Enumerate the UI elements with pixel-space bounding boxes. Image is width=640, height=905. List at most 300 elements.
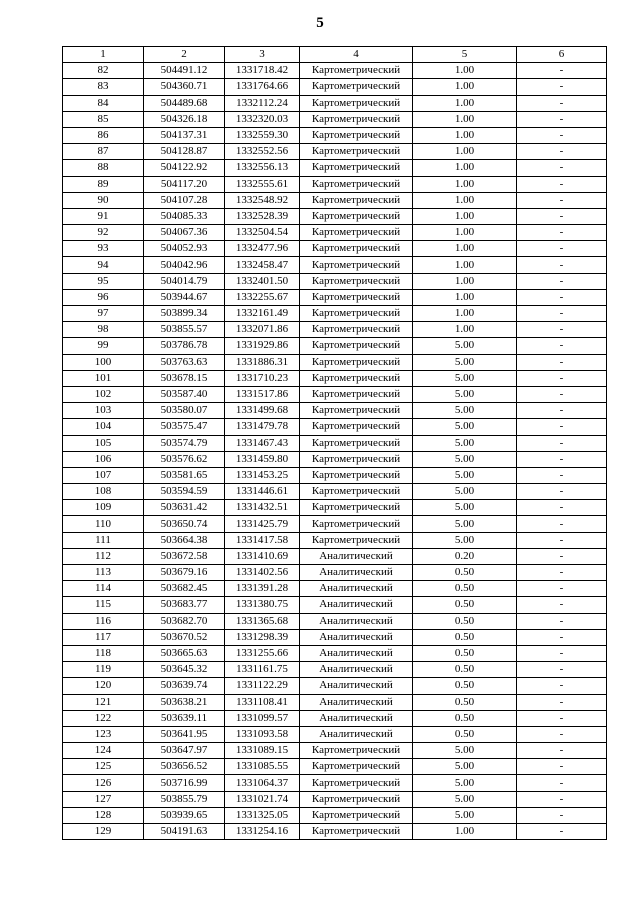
note-cell: - <box>517 726 607 742</box>
x-coordinate-cell: 504489.68 <box>144 95 225 111</box>
table-row <box>63 678 607 694</box>
x-coordinate-cell: 503639.11 <box>144 710 225 726</box>
x-coordinate-cell: 503786.78 <box>144 338 225 354</box>
x-coordinate-cell: 503641.95 <box>144 726 225 742</box>
table-row <box>63 467 607 483</box>
y-coordinate-cell: 1331886.31 <box>225 354 300 370</box>
y-coordinate-cell: 1331085.55 <box>225 759 300 775</box>
method-cell: Картометрический <box>300 451 413 467</box>
method-cell: Картометрический <box>300 192 413 208</box>
x-coordinate-cell: 503664.38 <box>144 532 225 548</box>
table-row <box>63 500 607 516</box>
table-row <box>63 111 607 127</box>
column-header-2: 2 <box>144 47 225 63</box>
table-row <box>63 807 607 823</box>
method-cell: Картометрический <box>300 370 413 386</box>
accuracy-cell: 5.00 <box>413 419 517 435</box>
table-row <box>63 289 607 305</box>
table-row <box>63 516 607 532</box>
y-coordinate-cell: 1332071.86 <box>225 322 300 338</box>
method-cell: Картометрический <box>300 807 413 823</box>
accuracy-cell: 1.00 <box>413 160 517 176</box>
point-number-cell: 84 <box>63 95 144 111</box>
x-coordinate-cell: 504085.33 <box>144 208 225 224</box>
table-row <box>63 257 607 273</box>
note-cell: - <box>517 484 607 500</box>
accuracy-cell: 5.00 <box>413 791 517 807</box>
table-row <box>63 338 607 354</box>
note-cell: - <box>517 160 607 176</box>
method-cell: Аналитический <box>300 694 413 710</box>
x-coordinate-cell: 504128.87 <box>144 144 225 160</box>
accuracy-cell: 5.00 <box>413 403 517 419</box>
column-header-4: 4 <box>300 47 413 63</box>
note-cell: - <box>517 338 607 354</box>
table-header <box>63 47 607 63</box>
table-row <box>63 192 607 208</box>
accuracy-cell: 0.50 <box>413 710 517 726</box>
point-number-cell: 98 <box>63 322 144 338</box>
x-coordinate-cell: 503587.40 <box>144 386 225 402</box>
y-coordinate-cell: 1332161.49 <box>225 306 300 322</box>
point-number-cell: 93 <box>63 241 144 257</box>
point-number-cell: 117 <box>63 629 144 645</box>
point-number-cell: 83 <box>63 79 144 95</box>
accuracy-cell: 5.00 <box>413 467 517 483</box>
method-cell: Картометрический <box>300 791 413 807</box>
accuracy-cell: 1.00 <box>413 95 517 111</box>
method-cell: Картометрический <box>300 338 413 354</box>
x-coordinate-cell: 503763.63 <box>144 354 225 370</box>
note-cell: - <box>517 403 607 419</box>
table-row <box>63 322 607 338</box>
method-cell: Картометрический <box>300 435 413 451</box>
y-coordinate-cell: 1331479.78 <box>225 419 300 435</box>
accuracy-cell: 5.00 <box>413 386 517 402</box>
accuracy-cell: 5.00 <box>413 370 517 386</box>
x-coordinate-cell: 503650.74 <box>144 516 225 532</box>
accuracy-cell: 5.00 <box>413 484 517 500</box>
note-cell: - <box>517 743 607 759</box>
y-coordinate-cell: 1331380.75 <box>225 597 300 613</box>
point-number-cell: 90 <box>63 192 144 208</box>
table-row <box>63 144 607 160</box>
x-coordinate-cell: 504052.93 <box>144 241 225 257</box>
y-coordinate-cell: 1332528.39 <box>225 208 300 224</box>
table-row <box>63 710 607 726</box>
accuracy-cell: 1.00 <box>413 208 517 224</box>
accuracy-cell: 1.00 <box>413 225 517 241</box>
point-number-cell: 111 <box>63 532 144 548</box>
method-cell: Картометрический <box>300 824 413 840</box>
table-row <box>63 95 607 111</box>
note-cell: - <box>517 435 607 451</box>
page-number: 5 <box>316 15 324 31</box>
x-coordinate-cell: 503679.16 <box>144 565 225 581</box>
accuracy-cell: 1.00 <box>413 192 517 208</box>
point-number-cell: 107 <box>63 467 144 483</box>
x-coordinate-cell: 504067.36 <box>144 225 225 241</box>
method-cell: Аналитический <box>300 645 413 661</box>
x-coordinate-cell: 503683.77 <box>144 597 225 613</box>
method-cell: Аналитический <box>300 726 413 742</box>
table-row <box>63 759 607 775</box>
point-number-cell: 125 <box>63 759 144 775</box>
y-coordinate-cell: 1332552.56 <box>225 144 300 160</box>
accuracy-cell: 0.50 <box>413 565 517 581</box>
method-cell: Картометрический <box>300 386 413 402</box>
note-cell: - <box>517 63 607 79</box>
note-cell: - <box>517 127 607 143</box>
accuracy-cell: 5.00 <box>413 807 517 823</box>
accuracy-cell: 5.00 <box>413 451 517 467</box>
point-number-cell: 127 <box>63 791 144 807</box>
x-coordinate-cell: 503855.57 <box>144 322 225 338</box>
y-coordinate-cell: 1331254.16 <box>225 824 300 840</box>
point-number-cell: 116 <box>63 613 144 629</box>
point-number-cell: 103 <box>63 403 144 419</box>
point-number-cell: 126 <box>63 775 144 791</box>
note-cell: - <box>517 678 607 694</box>
note-cell: - <box>517 467 607 483</box>
table-row <box>63 225 607 241</box>
y-coordinate-cell: 1331108.41 <box>225 694 300 710</box>
point-number-cell: 104 <box>63 419 144 435</box>
x-coordinate-cell: 503594.59 <box>144 484 225 500</box>
y-coordinate-cell: 1331718.42 <box>225 63 300 79</box>
x-coordinate-cell: 503944.67 <box>144 289 225 305</box>
point-number-cell: 89 <box>63 176 144 192</box>
note-cell: - <box>517 225 607 241</box>
accuracy-cell: 5.00 <box>413 354 517 370</box>
accuracy-cell: 0.50 <box>413 662 517 678</box>
point-number-cell: 120 <box>63 678 144 694</box>
accuracy-cell: 1.00 <box>413 322 517 338</box>
note-cell: - <box>517 532 607 548</box>
x-coordinate-cell: 503647.97 <box>144 743 225 759</box>
y-coordinate-cell: 1331417.58 <box>225 532 300 548</box>
y-coordinate-cell: 1331764.66 <box>225 79 300 95</box>
x-coordinate-cell: 503656.52 <box>144 759 225 775</box>
note-cell: - <box>517 79 607 95</box>
note-cell: - <box>517 144 607 160</box>
accuracy-cell: 5.00 <box>413 500 517 516</box>
method-cell: Картометрический <box>300 160 413 176</box>
method-cell: Картометрический <box>300 111 413 127</box>
x-coordinate-cell: 504107.28 <box>144 192 225 208</box>
point-number-cell: 106 <box>63 451 144 467</box>
note-cell: - <box>517 451 607 467</box>
x-coordinate-cell: 504014.79 <box>144 273 225 289</box>
method-cell: Картометрический <box>300 759 413 775</box>
table-row <box>63 127 607 143</box>
point-number-cell: 95 <box>63 273 144 289</box>
x-coordinate-cell: 503716.99 <box>144 775 225 791</box>
note-cell: - <box>517 306 607 322</box>
column-header-3: 3 <box>225 47 300 63</box>
accuracy-cell: 5.00 <box>413 759 517 775</box>
x-coordinate-cell: 504360.71 <box>144 79 225 95</box>
point-number-cell: 101 <box>63 370 144 386</box>
point-number-cell: 110 <box>63 516 144 532</box>
method-cell: Аналитический <box>300 662 413 678</box>
method-cell: Аналитический <box>300 710 413 726</box>
table-row <box>63 743 607 759</box>
note-cell: - <box>517 95 607 111</box>
accuracy-cell: 1.00 <box>413 289 517 305</box>
accuracy-cell: 5.00 <box>413 516 517 532</box>
accuracy-cell: 1.00 <box>413 176 517 192</box>
method-cell: Картометрический <box>300 484 413 500</box>
y-coordinate-cell: 1331710.23 <box>225 370 300 386</box>
table-row <box>63 548 607 564</box>
note-cell: - <box>517 645 607 661</box>
accuracy-cell: 1.00 <box>413 824 517 840</box>
accuracy-cell: 0.50 <box>413 597 517 613</box>
method-cell: Картометрический <box>300 144 413 160</box>
y-coordinate-cell: 1331099.57 <box>225 710 300 726</box>
method-cell: Аналитический <box>300 629 413 645</box>
method-cell: Картометрический <box>300 775 413 791</box>
note-cell: - <box>517 192 607 208</box>
method-cell: Картометрический <box>300 127 413 143</box>
note-cell: - <box>517 516 607 532</box>
point-number-cell: 86 <box>63 127 144 143</box>
method-cell: Аналитический <box>300 597 413 613</box>
y-coordinate-cell: 1331459.80 <box>225 451 300 467</box>
point-number-cell: 129 <box>63 824 144 840</box>
accuracy-cell: 5.00 <box>413 743 517 759</box>
accuracy-cell: 1.00 <box>413 257 517 273</box>
x-coordinate-cell: 503576.62 <box>144 451 225 467</box>
y-coordinate-cell: 1331298.39 <box>225 629 300 645</box>
method-cell: Картометрический <box>300 419 413 435</box>
method-cell: Картометрический <box>300 322 413 338</box>
y-coordinate-cell: 1331446.61 <box>225 484 300 500</box>
accuracy-cell: 0.50 <box>413 645 517 661</box>
table-row <box>63 435 607 451</box>
note-cell: - <box>517 419 607 435</box>
method-cell: Картометрический <box>300 273 413 289</box>
note-cell: - <box>517 613 607 629</box>
x-coordinate-cell: 503574.79 <box>144 435 225 451</box>
point-number-cell: 92 <box>63 225 144 241</box>
y-coordinate-cell: 1331122.29 <box>225 678 300 694</box>
note-cell: - <box>517 662 607 678</box>
method-cell: Аналитический <box>300 613 413 629</box>
y-coordinate-cell: 1332477.96 <box>225 241 300 257</box>
x-coordinate-cell: 503581.65 <box>144 467 225 483</box>
note-cell: - <box>517 581 607 597</box>
y-coordinate-cell: 1331432.51 <box>225 500 300 516</box>
x-coordinate-cell: 503678.15 <box>144 370 225 386</box>
note-cell: - <box>517 629 607 645</box>
y-coordinate-cell: 1332320.03 <box>225 111 300 127</box>
accuracy-cell: 0.50 <box>413 581 517 597</box>
x-coordinate-cell: 504137.31 <box>144 127 225 143</box>
y-coordinate-cell: 1331161.75 <box>225 662 300 678</box>
table-row <box>63 613 607 629</box>
method-cell: Аналитический <box>300 548 413 564</box>
method-cell: Картометрический <box>300 241 413 257</box>
accuracy-cell: 1.00 <box>413 79 517 95</box>
accuracy-cell: 0.20 <box>413 548 517 564</box>
note-cell: - <box>517 289 607 305</box>
point-number-cell: 97 <box>63 306 144 322</box>
point-number-cell: 112 <box>63 548 144 564</box>
x-coordinate-cell: 503682.45 <box>144 581 225 597</box>
point-number-cell: 128 <box>63 807 144 823</box>
table-row <box>63 176 607 192</box>
point-number-cell: 91 <box>63 208 144 224</box>
accuracy-cell: 1.00 <box>413 63 517 79</box>
note-cell: - <box>517 548 607 564</box>
table-row <box>63 419 607 435</box>
y-coordinate-cell: 1332112.24 <box>225 95 300 111</box>
point-number-cell: 96 <box>63 289 144 305</box>
accuracy-cell: 1.00 <box>413 273 517 289</box>
point-number-cell: 94 <box>63 257 144 273</box>
header-row <box>63 47 607 63</box>
y-coordinate-cell: 1331255.66 <box>225 645 300 661</box>
y-coordinate-cell: 1331453.25 <box>225 467 300 483</box>
method-cell: Картометрический <box>300 403 413 419</box>
point-number-cell: 82 <box>63 63 144 79</box>
table-row <box>63 63 607 79</box>
column-header-6: 6 <box>517 47 607 63</box>
y-coordinate-cell: 1331467.43 <box>225 435 300 451</box>
table-row <box>63 726 607 742</box>
x-coordinate-cell: 503899.34 <box>144 306 225 322</box>
method-cell: Картометрический <box>300 516 413 532</box>
point-number-cell: 123 <box>63 726 144 742</box>
table-row <box>63 662 607 678</box>
y-coordinate-cell: 1331021.74 <box>225 791 300 807</box>
x-coordinate-cell: 504326.18 <box>144 111 225 127</box>
table-row <box>63 597 607 613</box>
table-row <box>63 306 607 322</box>
table-row <box>63 273 607 289</box>
y-coordinate-cell: 1331929.86 <box>225 338 300 354</box>
note-cell: - <box>517 597 607 613</box>
method-cell: Картометрический <box>300 306 413 322</box>
point-number-cell: 119 <box>63 662 144 678</box>
accuracy-cell: 1.00 <box>413 306 517 322</box>
y-coordinate-cell: 1331517.86 <box>225 386 300 402</box>
x-coordinate-cell: 503645.32 <box>144 662 225 678</box>
note-cell: - <box>517 807 607 823</box>
column-header-1: 1 <box>63 47 144 63</box>
method-cell: Картометрический <box>300 532 413 548</box>
note-cell: - <box>517 273 607 289</box>
method-cell: Картометрический <box>300 225 413 241</box>
point-number-cell: 115 <box>63 597 144 613</box>
note-cell: - <box>517 500 607 516</box>
accuracy-cell: 5.00 <box>413 435 517 451</box>
method-cell: Картометрический <box>300 176 413 192</box>
note-cell: - <box>517 759 607 775</box>
table-row <box>63 241 607 257</box>
point-number-cell: 108 <box>63 484 144 500</box>
x-coordinate-cell: 503575.47 <box>144 419 225 435</box>
table-row <box>63 791 607 807</box>
table-row <box>63 354 607 370</box>
x-coordinate-cell: 503580.07 <box>144 403 225 419</box>
point-number-cell: 114 <box>63 581 144 597</box>
x-coordinate-cell: 503939.65 <box>144 807 225 823</box>
note-cell: - <box>517 176 607 192</box>
table-row <box>63 775 607 791</box>
point-number-cell: 113 <box>63 565 144 581</box>
table-row <box>63 824 607 840</box>
accuracy-cell: 1.00 <box>413 127 517 143</box>
note-cell: - <box>517 565 607 581</box>
accuracy-cell: 0.50 <box>413 726 517 742</box>
note-cell: - <box>517 710 607 726</box>
point-number-cell: 85 <box>63 111 144 127</box>
x-coordinate-cell: 503855.79 <box>144 791 225 807</box>
x-coordinate-cell: 504191.63 <box>144 824 225 840</box>
y-coordinate-cell: 1331402.56 <box>225 565 300 581</box>
method-cell: Аналитический <box>300 678 413 694</box>
accuracy-cell: 1.00 <box>413 241 517 257</box>
x-coordinate-cell: 503665.63 <box>144 645 225 661</box>
note-cell: - <box>517 370 607 386</box>
table-body <box>63 63 607 840</box>
method-cell: Картометрический <box>300 743 413 759</box>
accuracy-cell: 5.00 <box>413 532 517 548</box>
y-coordinate-cell: 1332555.61 <box>225 176 300 192</box>
point-number-cell: 102 <box>63 386 144 402</box>
table-row <box>63 694 607 710</box>
point-number-cell: 122 <box>63 710 144 726</box>
method-cell: Картометрический <box>300 257 413 273</box>
y-coordinate-cell: 1331425.79 <box>225 516 300 532</box>
method-cell: Картометрический <box>300 354 413 370</box>
accuracy-cell: 0.50 <box>413 694 517 710</box>
table-row <box>63 370 607 386</box>
note-cell: - <box>517 775 607 791</box>
method-cell: Аналитический <box>300 565 413 581</box>
note-cell: - <box>517 111 607 127</box>
y-coordinate-cell: 1331325.05 <box>225 807 300 823</box>
y-coordinate-cell: 1331410.69 <box>225 548 300 564</box>
method-cell: Картометрический <box>300 500 413 516</box>
y-coordinate-cell: 1332548.92 <box>225 192 300 208</box>
y-coordinate-cell: 1332458.47 <box>225 257 300 273</box>
y-coordinate-cell: 1331499.68 <box>225 403 300 419</box>
y-coordinate-cell: 1331391.28 <box>225 581 300 597</box>
method-cell: Картометрический <box>300 208 413 224</box>
column-header-5: 5 <box>413 47 517 63</box>
point-number-cell: 121 <box>63 694 144 710</box>
accuracy-cell: 5.00 <box>413 775 517 791</box>
accuracy-cell: 0.50 <box>413 613 517 629</box>
y-coordinate-cell: 1331064.37 <box>225 775 300 791</box>
y-coordinate-cell: 1331089.15 <box>225 743 300 759</box>
y-coordinate-cell: 1331093.58 <box>225 726 300 742</box>
x-coordinate-cell: 504042.96 <box>144 257 225 273</box>
table-row <box>63 208 607 224</box>
x-coordinate-cell: 503672.58 <box>144 548 225 564</box>
y-coordinate-cell: 1332504.54 <box>225 225 300 241</box>
table-row <box>63 565 607 581</box>
y-coordinate-cell: 1332559.30 <box>225 127 300 143</box>
table-row <box>63 386 607 402</box>
method-cell: Картометрический <box>300 467 413 483</box>
table-row <box>63 581 607 597</box>
x-coordinate-cell: 503631.42 <box>144 500 225 516</box>
